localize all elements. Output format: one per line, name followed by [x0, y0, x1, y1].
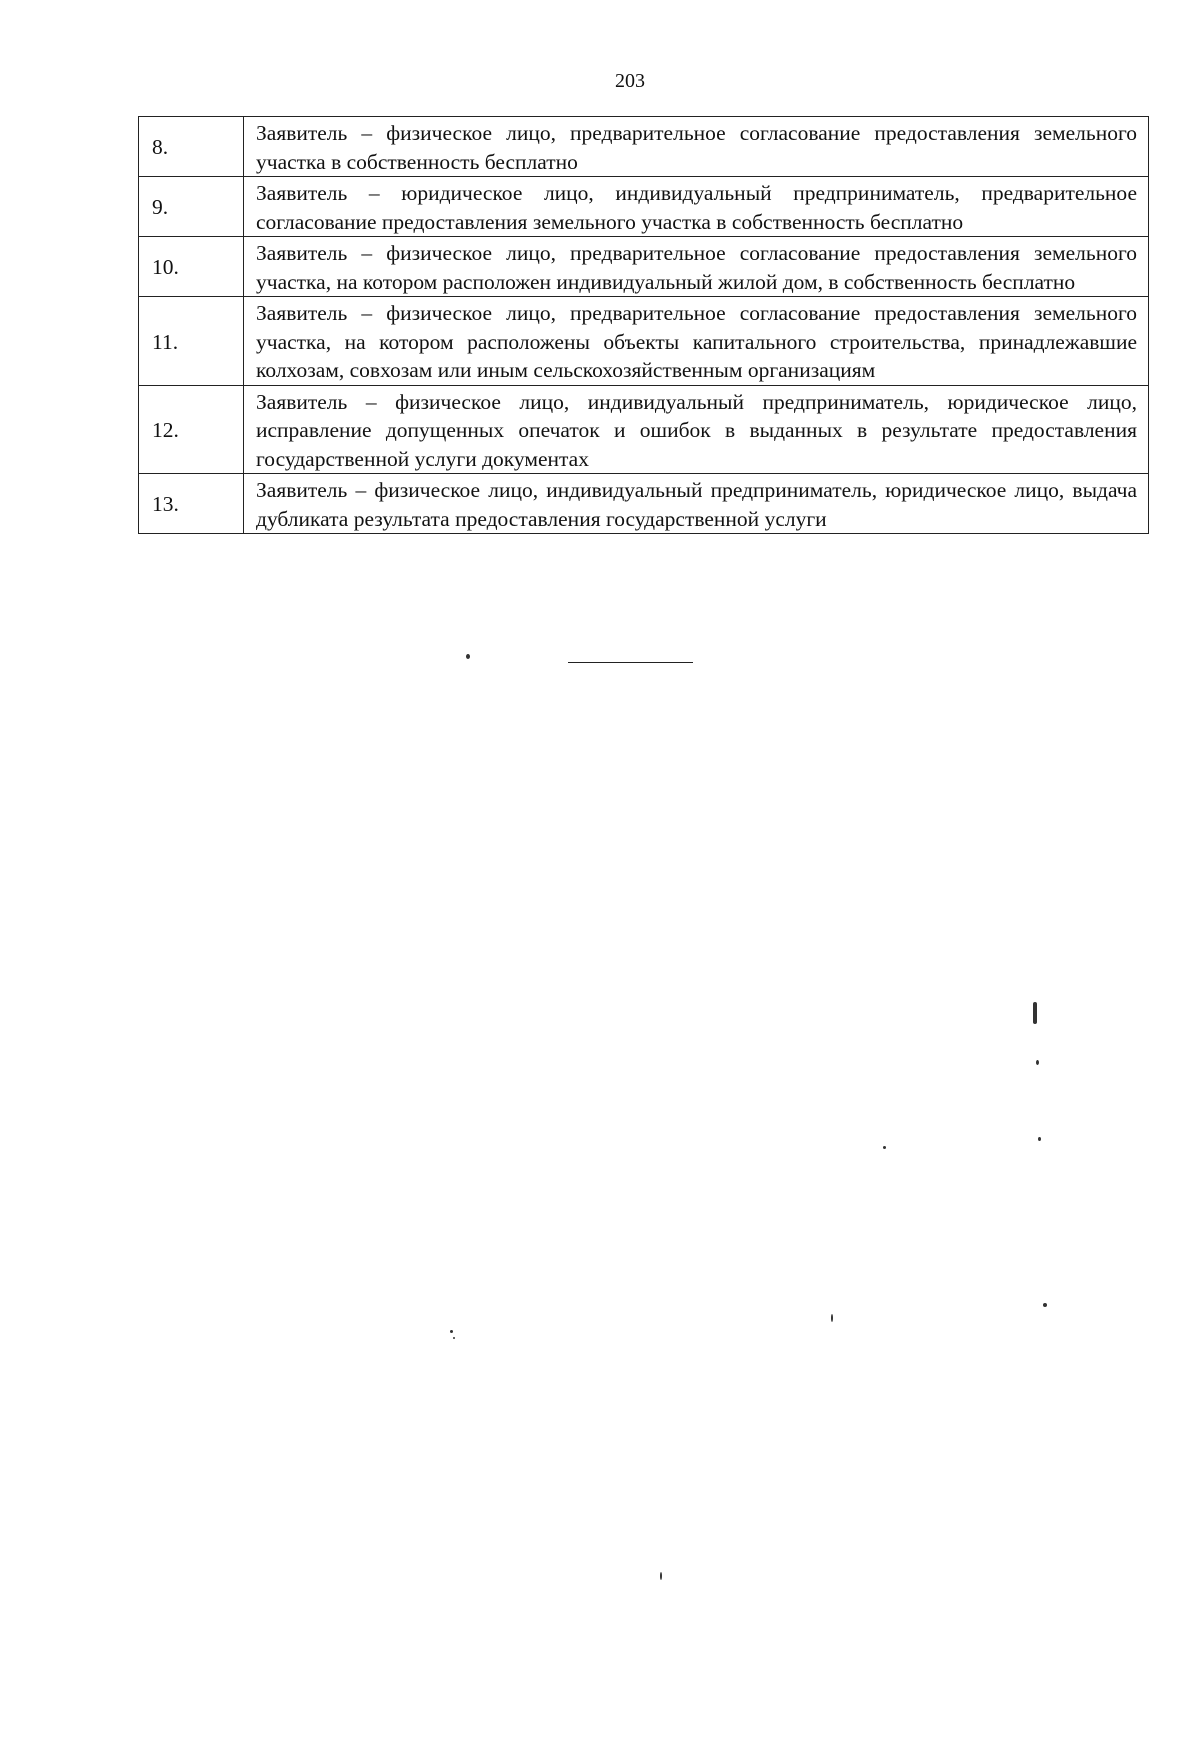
scan-speck	[450, 1330, 453, 1333]
row-description: Заявитель – физическое лицо, индивидуальный предприниматель, юридическое лицо, исправление допущенных опечаток и ошибок в выданных в результате предоставления государственной услуги документах	[244, 385, 1149, 474]
applicant-variants-table	[138, 116, 1149, 534]
row-description: Заявитель – юридическое лицо, индивидуальный предприниматель, предварительное согласование предоставления земельного участка в собственность бесплатно	[244, 177, 1149, 237]
row-number: 13.	[139, 474, 244, 534]
table-row	[139, 117, 1149, 177]
table-row	[139, 237, 1149, 297]
row-description: Заявитель – физическое лицо, индивидуальный предприниматель, юридическое лицо, выдача дубликата результата предоставления государственной услуги	[244, 474, 1149, 534]
scan-speck	[1036, 1060, 1039, 1065]
row-number: 8.	[139, 117, 244, 177]
scan-speck	[1033, 1002, 1037, 1024]
table-row	[139, 297, 1149, 386]
page-number: 203	[615, 70, 645, 92]
table-row	[139, 474, 1149, 534]
row-number: 12.	[139, 385, 244, 474]
row-description: Заявитель – физическое лицо, предварительное согласование предоставления земельного участка, на котором расположены объекты капитального строительства, принадлежавшие колхозам, совхозам или иным сельскохозяйственным организациям	[244, 297, 1149, 386]
scan-speck	[466, 654, 470, 659]
scan-speck	[883, 1146, 886, 1149]
table-row	[139, 177, 1149, 237]
scan-speck	[1043, 1303, 1047, 1307]
row-number: 9.	[139, 177, 244, 237]
scan-speck	[1038, 1137, 1041, 1141]
row-number: 10.	[139, 237, 244, 297]
scan-speck	[831, 1314, 833, 1322]
row-description: Заявитель – физическое лицо, предварительное согласование предоставления земельного участка в собственность бесплатно	[244, 117, 1149, 177]
table-row	[139, 385, 1149, 474]
scan-speck	[453, 1337, 455, 1339]
row-number: 11.	[139, 297, 244, 386]
row-description: Заявитель – физическое лицо, предварительное согласование предоставления земельного участка, на котором расположен индивидуальный жилой дом, в собственность бесплатно	[244, 237, 1149, 297]
end-of-document-rule	[568, 662, 693, 663]
scan-speck	[660, 1572, 662, 1580]
